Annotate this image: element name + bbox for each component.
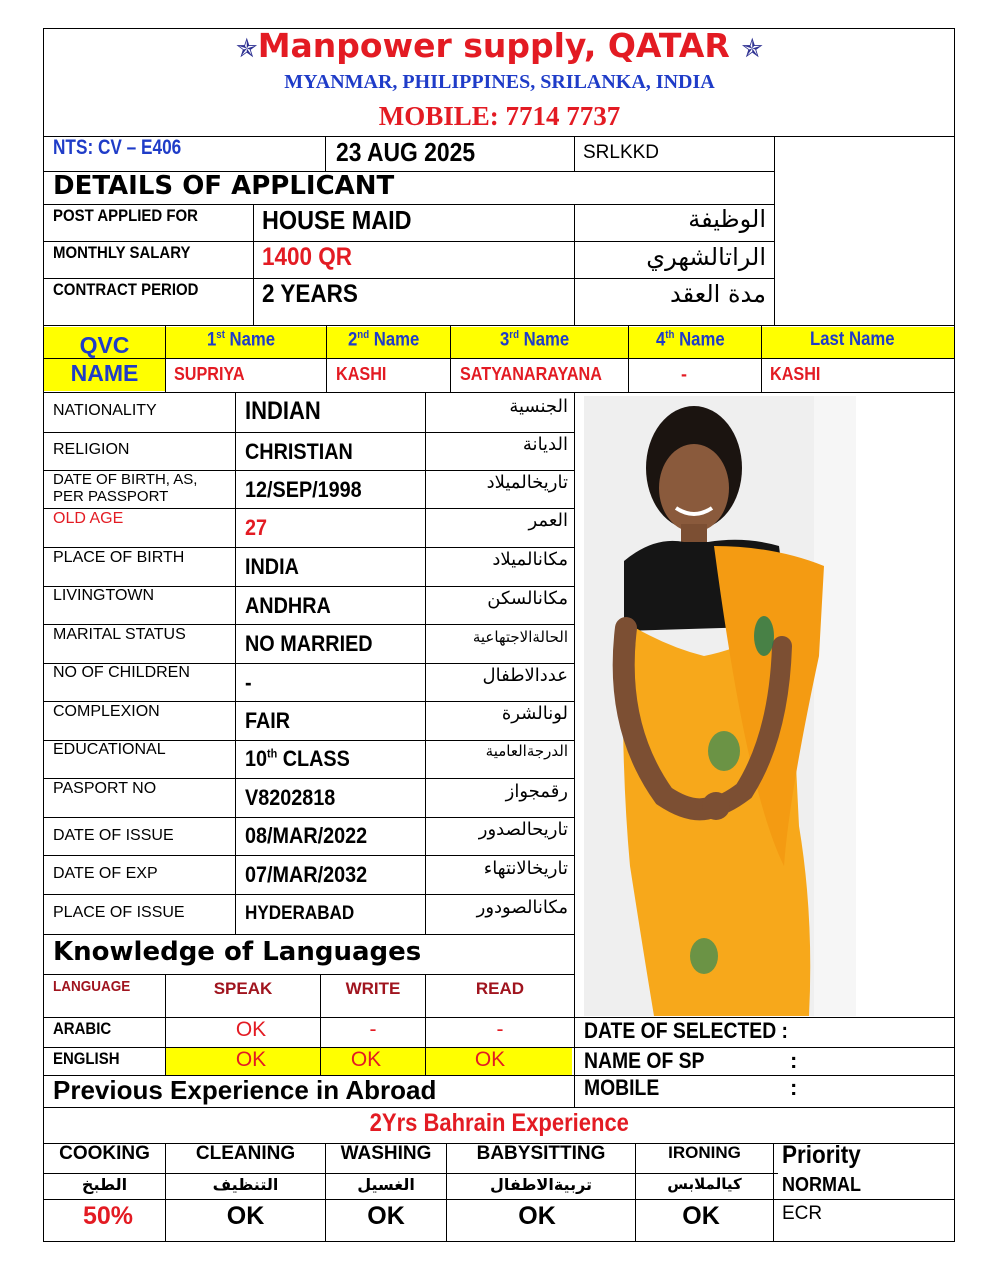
contract-value: 2 YEARS bbox=[262, 280, 358, 308]
cooking-label: COOKING bbox=[59, 1143, 150, 1164]
complexion-arabic: لونالشرة bbox=[501, 703, 568, 724]
education-value: 10th CLASS bbox=[245, 746, 350, 771]
babysitting-arabic: تربيةالاطفال bbox=[489, 1175, 593, 1194]
first-name: SUPRIYA bbox=[174, 364, 245, 384]
mobile-colon: : bbox=[790, 1075, 798, 1100]
ironing-label: IRONING bbox=[668, 1143, 741, 1162]
mobile-label: MOBILE bbox=[584, 1075, 660, 1100]
speak-col-header: SPEAK bbox=[213, 979, 273, 998]
issue-place-value: HYDERABAD bbox=[245, 903, 355, 924]
date-selected-label: DATE OF SELECTED : bbox=[584, 1018, 789, 1043]
details-heading: DETAILS OF APPLICANT bbox=[53, 171, 395, 201]
children-arabic: عددالاطفال bbox=[482, 665, 568, 686]
agent-code: SRLKKD bbox=[583, 142, 660, 163]
sp-colon: : bbox=[790, 1048, 798, 1073]
religion-value: CHRISTIAN bbox=[245, 439, 353, 464]
ironing-arabic: كيالملابس bbox=[667, 1175, 742, 1193]
religion-arabic: الديانة bbox=[522, 434, 568, 455]
livingtown-arabic: مكانالسكن bbox=[487, 588, 568, 609]
company-title: ✯Manpower supply, QATAR ✯ bbox=[235, 26, 764, 65]
english-read: OK bbox=[474, 1048, 506, 1071]
arabic-speak: OK bbox=[235, 1018, 267, 1041]
issue-date-label: DATE OF ISSUE bbox=[53, 827, 174, 844]
babysitting-value: OK bbox=[518, 1202, 556, 1230]
last-name: KASHI bbox=[770, 364, 821, 384]
marital-value: NO MARRIED bbox=[245, 631, 373, 656]
second-name: KASHI bbox=[336, 364, 387, 384]
passport-value: V8202818 bbox=[245, 785, 336, 810]
washing-label: WASHING bbox=[340, 1143, 432, 1164]
issue-date-value: 08/MAR/2022 bbox=[245, 823, 368, 848]
document-date: 23 AUG 2025 bbox=[336, 137, 476, 167]
arabic-write: - bbox=[369, 1018, 377, 1041]
passport-label: PASPORT NO bbox=[53, 780, 157, 797]
marital-label: MARITAL STATUS bbox=[53, 626, 186, 643]
nationality-label: NATIONALITY bbox=[53, 402, 157, 419]
contract-label: CONTRACT PERIOD bbox=[53, 280, 199, 299]
education-arabic: الدرجةالعامية bbox=[485, 742, 568, 760]
complexion-value: FAIR bbox=[245, 708, 291, 733]
applicant-photo bbox=[584, 396, 856, 1016]
livingtown-label: LIVINGTOWN bbox=[53, 587, 155, 604]
age-label: OLD AGE bbox=[53, 510, 124, 527]
washing-arabic: الغسيل bbox=[357, 1175, 415, 1194]
post-arabic: الوظيفة bbox=[688, 205, 766, 233]
cleaning-value: OK bbox=[226, 1202, 265, 1230]
livingtown-value: ANDHRA bbox=[245, 593, 331, 618]
salary-value: 1400 QR bbox=[262, 243, 353, 271]
priority-value: NORMAL bbox=[782, 1174, 861, 1196]
salary-arabic: الراتالشهري bbox=[646, 243, 766, 271]
write-col-header: WRITE bbox=[345, 979, 401, 998]
languages-heading: Knowledge of Languages bbox=[53, 937, 422, 967]
religion-label: RELIGION bbox=[53, 441, 130, 458]
name-header-1: 1st Name bbox=[207, 329, 276, 351]
age-value: 27 bbox=[245, 515, 268, 540]
dob-label: DATE OF BIRTH, AS, PER PASSPORT bbox=[53, 471, 198, 505]
babysitting-label: BABYSITTING bbox=[476, 1143, 606, 1164]
birthplace-value: INDIA bbox=[245, 554, 299, 579]
english-language: ENGLISH bbox=[53, 1049, 120, 1068]
star-icon: ✯ bbox=[741, 34, 764, 64]
priority-label: Priority bbox=[782, 1141, 861, 1169]
nationality-arabic: الجنسية bbox=[509, 396, 568, 417]
name-header-2: 2nd Name bbox=[347, 329, 420, 351]
education-label: EDUCATIONAL bbox=[53, 741, 166, 758]
ironing-value: OK bbox=[682, 1202, 720, 1230]
expiry-arabic: تاريخالانتهاء bbox=[483, 858, 568, 879]
birthplace-label: PLACE OF BIRTH bbox=[53, 549, 185, 566]
dob-value: 12/SEP/1998 bbox=[245, 477, 362, 502]
birthplace-arabic: مكانالميلاد bbox=[492, 549, 568, 570]
english-speak: OK bbox=[235, 1048, 267, 1071]
cleaning-label: CLEANING bbox=[195, 1143, 296, 1164]
star-icon: ✯ bbox=[235, 34, 258, 64]
passport-arabic: رقمجواز bbox=[505, 781, 568, 802]
marital-arabic: الحالةالاجتهاعية bbox=[472, 628, 568, 646]
post-value: HOUSE MAID bbox=[262, 205, 412, 235]
name-header-4: 4th Name bbox=[656, 329, 725, 351]
issue-place-arabic: مكانالصودور bbox=[476, 897, 568, 918]
mobile-line: MOBILE: 7714 7737 bbox=[378, 101, 621, 131]
post-label: POST APPLIED FOR bbox=[53, 206, 198, 225]
complexion-label: COMPLEXION bbox=[53, 703, 160, 720]
cooking-value: 50% bbox=[82, 1202, 134, 1230]
name-header-3: 3rd Name bbox=[500, 329, 570, 351]
age-arabic: العمر bbox=[528, 510, 568, 531]
ecr-value: ECR bbox=[782, 1203, 823, 1224]
children-value: - bbox=[245, 670, 252, 695]
children-label: NO OF CHILDREN bbox=[53, 664, 190, 681]
english-write: OK bbox=[350, 1048, 382, 1071]
contract-arabic: مدة العقد bbox=[670, 280, 766, 308]
reference-code: NTS: CV – E406 bbox=[53, 136, 182, 159]
sp-name-label: NAME OF SP bbox=[584, 1048, 705, 1073]
fourth-name: - bbox=[681, 364, 687, 384]
experience-summary: 2Yrs Bahrain Experience bbox=[369, 1109, 629, 1137]
issue-place-label: PLACE OF ISSUE bbox=[53, 904, 185, 921]
dob-arabic: تاريخالميلاد bbox=[486, 472, 568, 493]
qvc-name-label: QVC NAME bbox=[70, 332, 139, 386]
salary-label: MONTHLY SALARY bbox=[53, 243, 191, 262]
name-header-last: Last Name bbox=[809, 329, 895, 350]
cleaning-arabic: التنظيف bbox=[212, 1175, 279, 1194]
arabic-language: ARABIC bbox=[53, 1019, 112, 1038]
countries-line: MYANMAR, PHILIPPINES, SRILANKA, INDIA bbox=[284, 71, 715, 93]
cooking-arabic: الطبخ bbox=[81, 1175, 128, 1194]
expiry-label: DATE OF EXP bbox=[53, 865, 158, 882]
issue-date-arabic: تاريحالصدور bbox=[478, 819, 568, 840]
arabic-read: - bbox=[496, 1018, 504, 1041]
nationality-value: INDIAN bbox=[245, 397, 321, 425]
washing-value: OK bbox=[367, 1202, 405, 1230]
read-col-header: READ bbox=[475, 979, 525, 998]
expiry-value: 07/MAR/2032 bbox=[245, 862, 368, 887]
experience-heading: Previous Experience in Abroad bbox=[53, 1075, 437, 1105]
language-col-header: LANGUAGE bbox=[53, 978, 131, 995]
third-name: SATYANARAYANA bbox=[460, 364, 602, 384]
